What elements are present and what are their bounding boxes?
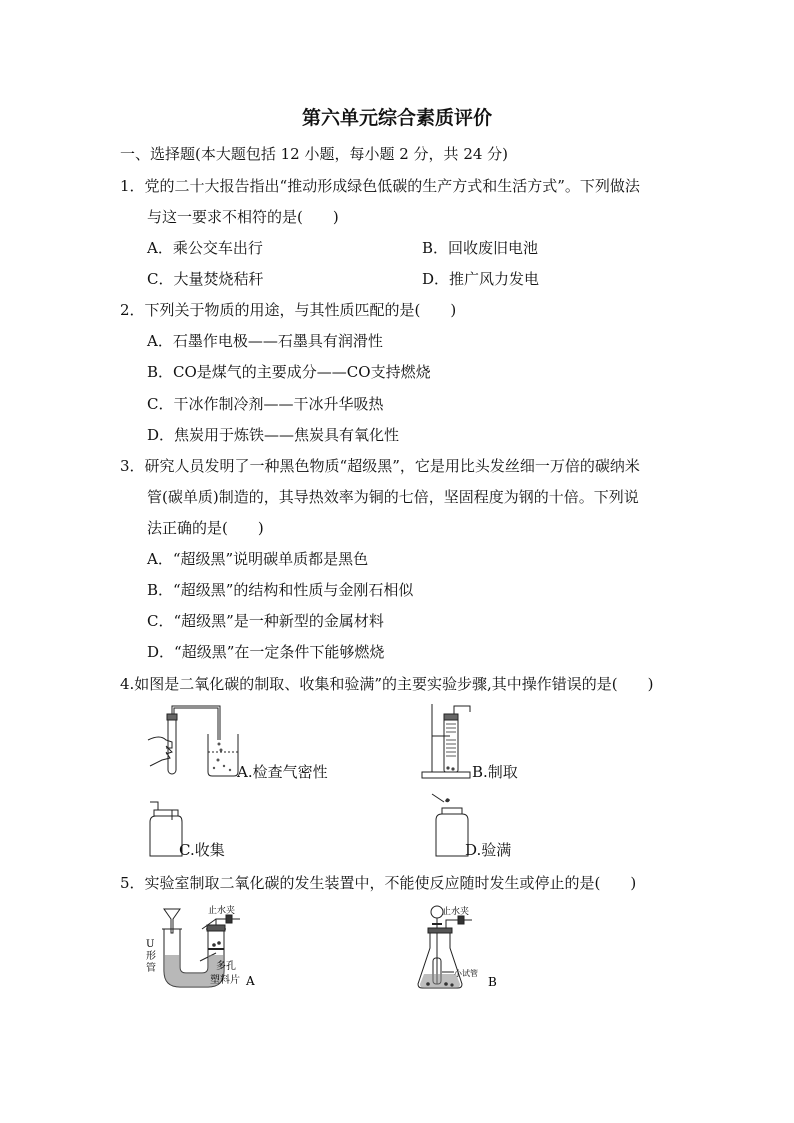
question-3-option-c[interactable]: C．“超级黑”是一种新型的金属材料 (147, 612, 384, 630)
question-5-stem: 5．实验室制取二氧化碳的发生装置中，不能使反应随时发生或停止的是( ) (120, 874, 637, 892)
question-2-stem: 2．下列关于物质的用途，与其性质匹配的是( ) (120, 301, 457, 319)
figure-flask-apparatus[interactable] (414, 902, 504, 992)
question-1-stem-line2: 与这一要求不相符的是( ) (147, 208, 339, 226)
question-2-option-b[interactable]: B．CO是煤气的主要成分——CO支持燃烧 (147, 363, 431, 381)
question-1-option-a[interactable]: A．乘公交车出行 (147, 239, 263, 257)
question-2-option-a[interactable]: A．石墨作电极——石墨具有润滑性 (147, 332, 383, 350)
question-4-stem: 4.如图是二氧化碳的制取、收集和验满”的主要实验步骤,其中操作错误的是( ) (120, 675, 654, 693)
label-u-1: U (146, 939, 155, 950)
figure-u-tube-apparatus[interactable] (140, 903, 270, 991)
question-1-option-b[interactable]: B．回收废旧电池 (422, 239, 539, 257)
page-title: 第六单元综合素质评价 (301, 107, 492, 129)
question-4-option-d[interactable]: D.验满 (465, 841, 512, 859)
label-porous-1: 多孔 (216, 961, 236, 972)
section-heading: 一、选择题(本大题包括 12 小题，每小题 2 分，共 24 分) (120, 145, 509, 163)
label-u-2: 形 (146, 951, 156, 962)
label-porous-2: 塑料片 (210, 975, 240, 986)
question-3-stem-line2: 管(碳单质)制造的，其导热效率为铜的七倍，坚固程度为钢的十倍。下列说 (147, 488, 639, 506)
label-water-clamp-b: 止水夹 (442, 907, 470, 917)
label-u-3: 管 (146, 963, 156, 974)
apparatus-a-letter: A (246, 974, 255, 988)
question-1-option-c[interactable]: C．大量焚烧秸秆 (147, 270, 264, 288)
question-4-option-b[interactable]: B.制取 (472, 763, 518, 781)
question-2-option-d[interactable]: D．焦炭用于炼铁——焦炭具有氧化性 (147, 426, 400, 444)
question-4-option-a[interactable]: A.检查气密性 (237, 763, 328, 781)
label-water-clamp-a: 止水夹 (208, 906, 236, 916)
question-1-stem-line1: 1．党的二十大报告指出“推动形成绿色低碳的生产方式和生活方式”。下列做法 (120, 177, 640, 195)
question-3-option-a[interactable]: A．“超级黑”说明碳单质都是黑色 (147, 550, 369, 568)
question-3-option-d[interactable]: D．“超级黑”在一定条件下能够燃烧 (147, 643, 385, 661)
question-3-stem-line1: 3．研究人员发明了一种黑色物质“超级黑”，它是用比头发丝细一万倍的碳纳米 (120, 457, 640, 475)
label-small-test-tube: 小试管 (454, 969, 478, 978)
apparatus-b-letter: B (488, 975, 497, 989)
question-4-option-c[interactable]: C.收集 (179, 841, 225, 859)
question-3-option-b[interactable]: B．“超级黑”的结构和性质与金刚石相似 (147, 581, 414, 599)
figure-airtightness-check (140, 700, 240, 782)
question-1-option-d[interactable]: D．推广风力发电 (422, 270, 540, 288)
question-2-option-c[interactable]: C．干冰作制冷剂——干冰升华吸热 (147, 395, 384, 413)
question-3-stem-line3: 法正确的是( ) (147, 519, 264, 537)
